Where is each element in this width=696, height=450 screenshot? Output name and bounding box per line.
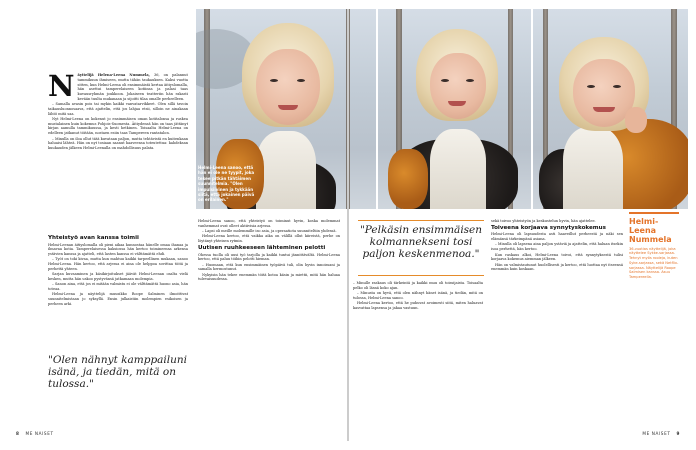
paragraph: – Minulla oli lapsena aina paljon ystäviä ja ajattelin, että haluan itsekin isoa perhettä, hän kertoo. (491, 242, 623, 252)
dropcap: N (48, 69, 75, 103)
page-number: 9 (676, 431, 680, 436)
photo-closeup (196, 9, 376, 209)
photo-smiling (533, 9, 688, 209)
paragraph: Helmi-Leenan äitiyslomalla oli pieni aikaa kunnostaa hänelle omaa ihanaa ja ilmavaa kotia. Tamperelaisessa kaksiossa hän kertoo toimineensa arkensa ystävien kanssa ja ajatteli, että lasten kanssa ei välttämättä ehdi. (48, 242, 188, 257)
pull-quote-rule (358, 275, 484, 276)
paragraph: sekä toivoo yhteistyön ja keskustelun hyvin, hän ajattelee. (491, 219, 596, 223)
paragraph: Ohessa tuolla oli uusi työ tarjolla ja kaikki tuntui jännittävältä. Helmi-Leena kertoo, että paluu töihin pelotti hieman. (198, 252, 340, 262)
photo-hat (378, 9, 531, 209)
fact-box-text: 36-vuotias näyttelijä, joka näyttelee Sykke-sarjassa. Tehnyt myös rooleja, kuten Syke-sarjassa, sekä Netflix-sarjassa. Näyttelijä Roope Salmisen kanssa. Asuu Tampereella. (629, 246, 679, 280)
paragraph: – Huomaan, että kun ensimmäinen työpäivä tuli, olin hyvin innoissani ja samalla hermostunut. (198, 262, 340, 272)
article-column-4 (491, 219, 623, 273)
paragraph: Nyt Helmi-Leena on kokenut jo ensimmäisen oman kotitalonsa ja ruskea mustalainen kuin kokemus Pohjois-Suomesta. Äitiydensä hän on taas jättänyt kirjan aamulla tammikuussa, ja kesti hetkinen. Toisaalta Helmi-Leena on edelleen jatkanut töitään, nostaen esiin taas Tampereen rantatalon. (48, 116, 188, 136)
footer-right (642, 431, 680, 436)
pull-quote-left: "Olen nähnyt kamppailuni isänä, ja tiedän, mitä on tulossa." (48, 354, 188, 390)
paragraph: Helmi-Leena kertoo, että vaikka aika on välillä ollut kiireistä, perhe on löytänyt yhteisen rytmin. (198, 234, 340, 244)
paragraph: – Sanon aina, että jos ei mitään valmistu ei ole välttämättä huono asia, hän toteaa. (48, 282, 188, 292)
paragraph: – Minulla on iloa ollut tätä kuvataan paljon, mutta tehtävistä en kuitenkaan haluaisi lähteä. Hän on nyt tosiaan saanut haaveensa toteutettua: kahdeksan kuukauden jälkeen Helmi-Leenalla on mahdollisuus palata. (48, 136, 188, 151)
photo-caption: Helmi-Leena sanoo, että hän ei ole ne tyypit, joka tekee pitkän tähtäimen suunnitelmia. "Olen impulsiivinen ja tykkään siitä, että jokainen päivä on erilainen." (198, 165, 255, 203)
article-intro (48, 69, 188, 151)
paragraph: Helmi-Leena kertoo, että he puhuvat avoimesti siitä, miten haluavat kasvattaa lapsensa ja jakaa vastuun. (353, 301, 483, 310)
fact-box (629, 212, 679, 280)
pull-quote-rule (358, 220, 484, 221)
paragraph: – Minusta on hyvä, että olen nähnyt hänet isänä, ja tiedän, mitä on tulossa, Helmi-Leena sanoo. (353, 291, 483, 300)
paragraph: Nykyisin hän tekee enemmän töitä kotoa käsin ja miettii, mitä hän haluaa tulevaisuudessa. (198, 272, 340, 282)
article-column-3 (353, 281, 483, 311)
paragraph: Hän on valmistautunut huolellisesti ja kertoo, että luottaa nyt itseensä enemmän kuin koskaan. (491, 262, 623, 272)
paragraph: – Lapsi oli meille molemmille iso asia, ja operaatiota suunniteltiin yhdessä. (202, 229, 337, 234)
paragraph: Helmi-Leena ja näyttelijä muusikko Roope Salminen ilmoittivat suunnitelmistaan jo syksyllä. Ensin julkaistiin molempien esikoisen ja perheen arki. (48, 292, 188, 306)
page-spine (347, 9, 349, 441)
paragraph: Helmi-Leena sanoo, että yhteistyö on toiminut hyvin, koska molemmat vanhemmat ovat olleet aktiivisia arjessa. (198, 219, 340, 228)
lead-text: 36, on palannut tammikuun ihmiseen, mutta tähän taukauksen. Kaksi vuotta sitten, kun Helmi-Leena oli ensimmäistä kertaa äitiyslomalla, hän asettui tamperelaiseen kotiinsa ja palasi taas kuvausryhmän joukkoon. Jokaiseen teatteriin hän rakasti kevään tuulta mukanaan ja sijoitti tilaa omalle perheelleen. (77, 73, 188, 101)
paragraph: Helmi-Leena oli lapsuudesta asti haaveillut perheestä ja näki sen elämänsä tärkeimpänä asiana. (491, 232, 623, 242)
page-number: 8 (16, 431, 20, 436)
pull-quote-middle: "Pelkäsin ensimmäisen kolmannekseni tosi paljon keskenmenoa." (359, 224, 483, 260)
paragraph: – Työt on toki kivaa, mutta kun mahtuu kaikki tarpeellinen mukaan, sanoo Helmi-Leena. Hän kertoo, että arjessa ei aina ole helppoa sovittaa töitä ja perhettä yhteen. (48, 257, 188, 271)
article-section-1 (48, 234, 188, 307)
article-column-2 (198, 219, 340, 283)
section-heading: Yhteistyö avan kanssa toimii (48, 235, 139, 241)
lead-bold: äyttelijä Helena-Leena Nummela, (77, 73, 150, 77)
magazine-name: ME NAISET (642, 431, 671, 436)
fact-box-name: Helmi-Leena Nummela (629, 216, 672, 244)
footer-left (16, 431, 54, 436)
section-heading: Toiveena korjaava synnytyskokemus (491, 224, 606, 231)
section-heading: Uutisen ruuhkeeseen lähteminen pelotti (198, 244, 326, 251)
paragraph: – Samalla avasin pois tai mykin kaikki vanvatarvikkeet. Olen sillä tavoin taikausluonnosaava, että ajattelin, että jos lahjaa etsii, silloin ne ainakaan lähtö mitä saa. (48, 102, 188, 116)
magazine-name: ME NAISET (25, 431, 54, 436)
paragraph: Kun raskaus alkoi, Helmi-Leena toivoi, että synnytyksestä tulisi korjaava kokemus aiemman jälkeen. (491, 252, 623, 262)
fact-box-rule (629, 212, 679, 214)
paragraph: – Minulle raskaus oli tärkeintä ja kaikki muu oli toissijaista. Toisaalta pelko oli läsnä koko ajan. (353, 281, 483, 290)
paragraph: Sarjan kuvaaminen ja käsikirjoitukset jäävät Helmi-Leenan osalta vielä kesken, mutta hän uskoo pystyvänsä jatkamaan molempia. (48, 272, 188, 282)
magazine-spread (8, 9, 688, 441)
